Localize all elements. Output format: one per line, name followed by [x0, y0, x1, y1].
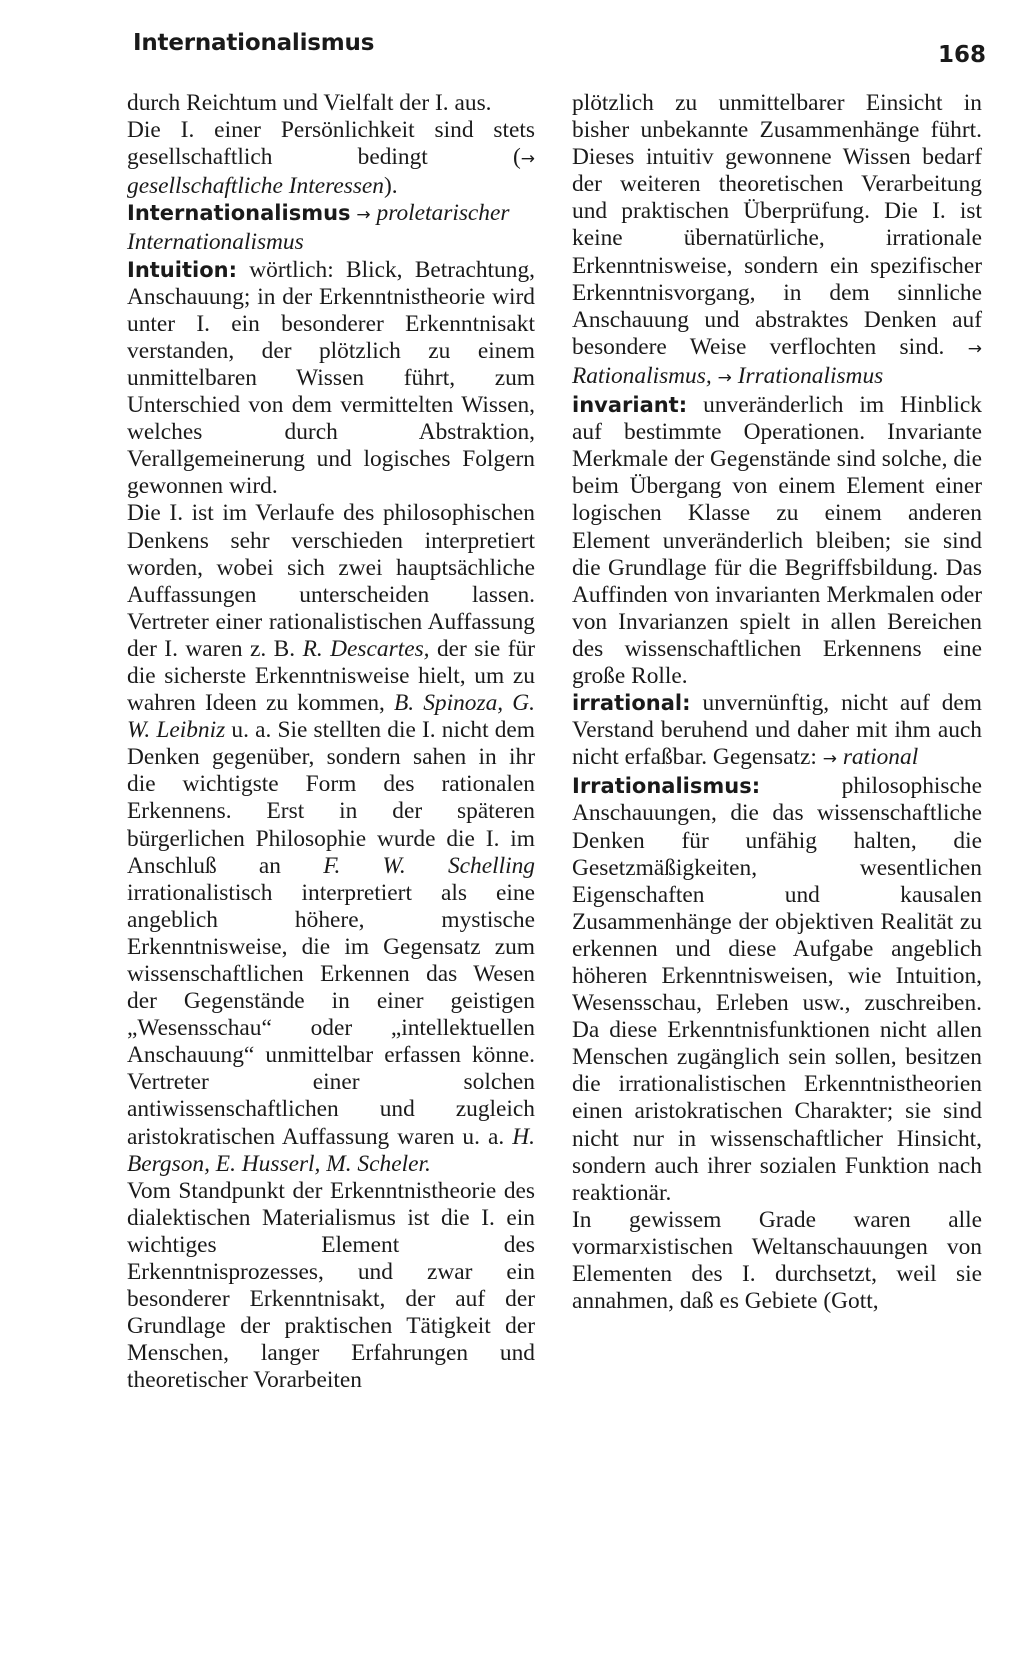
intuition-paragraph-3: Vom Standpunkt der Erkenntnistheorie des dialektischen Materialismus ist die I. ein wichtiges Element des Erkenntnisprozesses, und zwar ein besonderer Erkenntnisakt, der auf der Grundlage der praktischen Tätigkeit der Menschen, langer Erfahrungen und theoretischer Vorarbeiten	[127, 1177, 535, 1394]
headword: Internationalismus	[127, 201, 351, 226]
intro-paragraph: durch Reichtum und Vielfalt der I. aus.	[127, 90, 492, 116]
body-text: plötzlich zu unmittelbarer Einsicht in bisher unbekannte Zusammenhänge führt. Dieses intuitiv gewonnene Wissen bedarf der weiteren theoretischen Verarbeitung und praktischen Überprüfung. Die I. ist keine übernatürliche, irrationale Erkenntnisweise, sondern ein spezifischer Erkenntnisvorgang, in dem sinnliche Anschauung und abstraktes Denken auf besondere Weise verflochten sind.	[572, 90, 982, 360]
body-text: Die I. ist im Verlaufe des philosophischen Denkens sehr verschieden interpretiert worden, wobei sich zwei hauptsächliche Auffassungen unterscheiden lassen. Vertreter einer rationalistischen Auffassung der I. waren z. B.	[127, 500, 535, 662]
definition-text: unvernünftig, nicht auf dem Verstand beruhend und daher mit ihm auch nicht erfaßbar. Gegensatz:	[572, 690, 982, 771]
arrow-icon: →	[717, 367, 732, 388]
arrow-icon: →	[520, 149, 535, 170]
cross-reference[interactable]: rational	[842, 744, 919, 771]
arrow-icon: →	[356, 205, 371, 226]
entry-intuition	[127, 257, 535, 501]
headword: Intuition:	[127, 257, 237, 282]
body-text: irrationalistisch interpretiert als eine angeblich höhere, mystische Erkenntnisweise, die im Gegensatz zum wissenschaftlichen Erkennen das Wesen der Gegenstände in einer geistigen „Wesensschau“ oder „intellektuellen Anschauung“ unmittelbar erfassen könne. Vertreter einer solchen antiwissenschaftlichen und zugleich aristokratischen Auffassung waren u. a.	[127, 879, 535, 1150]
left-column	[127, 90, 535, 1395]
cross-reference[interactable]: proletarischer Internationalismus	[127, 200, 510, 256]
entry-irrationalismus	[572, 773, 982, 1207]
continuation-paragraph	[572, 90, 982, 392]
arrow-icon: →	[967, 338, 982, 359]
intro-text: Die I. einer Persönlichkeit sind stets gesellschaftlich bedingt (	[127, 117, 535, 171]
definition-text: unveränderlich im Hinblick auf bestimmte Operationen. Invariante Merkmale der Gegenstände sind solche, die beim Übergang von einem Element einer logischen Klasse zu einem anderen Element unveränderlich bleiben; sie sind die Grundlage für die Begriffsbildung. Das Auffinden von invarianten Merkmalen oder von Invarianzen spielt in allen Bereichen des wissenschaftlichen Erkennens eine große Rolle.	[572, 392, 982, 689]
headword: invariant:	[572, 393, 688, 418]
headword: irrational:	[572, 691, 691, 716]
intro-paragraph-2	[127, 117, 535, 200]
cross-reference[interactable]: gesellschaftliche Interessen	[127, 173, 384, 200]
person-name: H. Bergson, E. Husserl, M. Scheler.	[127, 1123, 535, 1177]
irrationalismus-paragraph-2: In gewissem Grade waren alle vormarxistischen Weltanschauungen von Elementen des I. durchsetzt, weil sie annahmen, daß es Gebiete (Gott,	[572, 1206, 982, 1315]
entry-invariant	[572, 392, 982, 690]
intuition-paragraph-2	[127, 500, 535, 1177]
entry-irrational	[572, 690, 982, 773]
cross-reference[interactable]: Irrationalismus	[737, 362, 884, 389]
person-name: R. Descartes,	[302, 635, 430, 662]
intro-end: ).	[384, 173, 398, 200]
cross-reference[interactable]: Rationalismus,	[572, 362, 712, 389]
right-column	[572, 90, 982, 1315]
person-name: B. Spinoza, G. W. Leibniz	[127, 690, 535, 744]
page-number: 168	[938, 42, 987, 68]
definition-text: philosophische Anschauungen, die das wissenschaftliche Denken für unfähig halten, die Gesetzmäßigkeiten, wesentlichen Eigenschaften und kausalen Zusammenhänge der objektiven Realität zu erkennen und diese Aufgabe angeblich höheren Erkenntnisweisen, wie Intuition, Wesensschau, Erleben usw., zuschreiben. Da diese Erkenntnisfunktionen nicht allen Menschen zugänglich sein sollen, besitzen die irrationalistischen Erkenntnistheorien einen aristokratischen Charakter; sie sind nicht nur in wissenschaftlicher Hinsicht, sondern auch ihrer sozialen Funktion nach reaktionär.	[572, 773, 982, 1206]
entry-internationalismus	[127, 200, 535, 256]
running-head: Internationalismus	[133, 30, 375, 56]
arrow-icon: →	[822, 749, 837, 770]
headword: Irrationalismus:	[572, 774, 761, 799]
person-name: F. W. Schelling	[323, 852, 535, 879]
definition-text: wörtlich: Blick, Betrachtung, Anschauung; in der Erkenntnistheorie wird unter I. ein besonderer Erkenntnisakt verstanden, der plötzlich zu einem unmittelbaren Wissen führt, zum Unterschied von dem vermittelten Wissen, welches durch Abstraktion, Verallgemeinerung und logisches Folgern gewonnen wird.	[127, 256, 535, 500]
body-text: u. a. Sie stellten die I. nicht dem Denken gegenüber, sondern sahen in ihr die wichtigste Form des rationalen Erkennens. Erst in der späteren bürgerlichen Philosophie wurde die I. im Anschluß an	[127, 717, 535, 879]
body-text: der sie für die sicherste Erkenntnisweise hielt, um zu wahren Ideen zu kommen,	[127, 635, 535, 717]
